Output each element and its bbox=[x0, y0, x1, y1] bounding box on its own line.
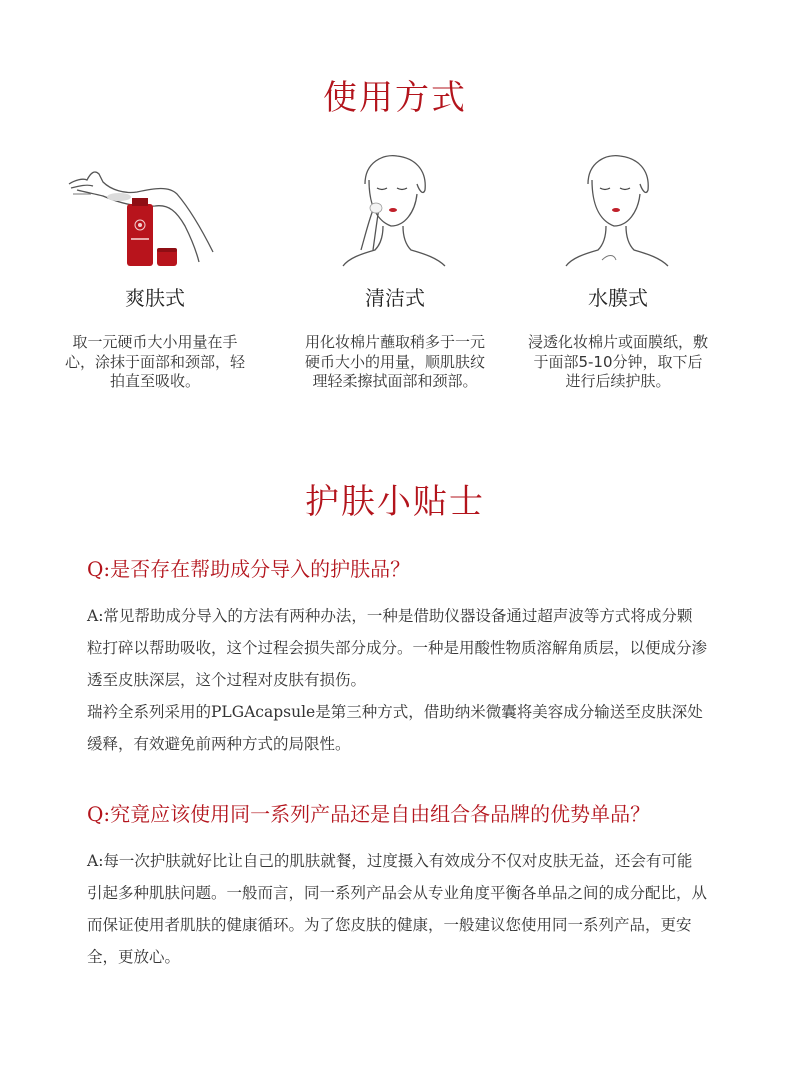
tip-question: Q:究竟应该使用同一系列产品还是自由组合各品牌的优势单品？ bbox=[87, 802, 651, 826]
method-card-cleansing bbox=[295, 150, 495, 392]
method-name: 水膜式 bbox=[588, 286, 648, 310]
woman-cleansing-face-icon bbox=[295, 150, 495, 268]
usage-section-title: 使用方式 bbox=[323, 78, 467, 118]
method-card-water-mask bbox=[518, 150, 718, 392]
tip-answer bbox=[87, 845, 707, 973]
tip-answer-paragraph: A:每一次护肤就好比让自己的肌肤就餐，过度摄入有效成分不仅对皮肤无益，还会有可能引起多种肌肤问题。一般而言，同一系列产品会从专业角度平衡各单品之间的成分配比，从而保证使用者肌肤的健康循环。为了您皮肤的健康，一般建议您使用同一系列产品，更安全，更放心。 bbox=[87, 852, 708, 966]
method-card-toner bbox=[55, 150, 255, 392]
tip-answer-paragraph: 瑞衿全系列采用的PLGAcapsule是第三种方式，借助纳米微囊将美容成分输送至皮肤深处缓释，有效避免前两种方式的局限性。 bbox=[87, 703, 703, 753]
tip-question: Q:是否存在帮助成分导入的护肤品？ bbox=[87, 557, 411, 581]
method-description: 用化妆棉片蘸取稍多于一元硬币大小的用量，顺肌肤纹理轻柔擦拭面部和颈部。 bbox=[304, 333, 485, 390]
tip-item bbox=[87, 798, 707, 973]
method-name: 爽肤式 bbox=[125, 286, 185, 310]
method-name: 清洁式 bbox=[365, 286, 425, 310]
tip-answer-paragraph: A:常见帮助成分导入的方法有两种办法，一种是借助仪器设备通过超声波等方式将成分颗粒打碎以帮助吸收，这个过程会损失部分成分。一种是用酸性物质溶解角质层，以便成分渗透至皮肤深层，这个过程对皮肤有损伤。 bbox=[87, 607, 708, 689]
woman-face-mask-icon bbox=[518, 150, 718, 268]
tip-item bbox=[87, 553, 707, 760]
tip-answer bbox=[87, 600, 707, 760]
method-description: 取一元硬币大小用量在手心，涂抹于面部和颈部，轻拍直至吸收。 bbox=[64, 333, 245, 390]
hand-with-product-icon bbox=[55, 150, 255, 268]
tips-section-title: 护肤小贴士 bbox=[305, 482, 485, 522]
method-description: 浸透化妆棉片或面膜纸，敷于面部5-10分钟，取下后进行后续护肤。 bbox=[527, 333, 708, 390]
